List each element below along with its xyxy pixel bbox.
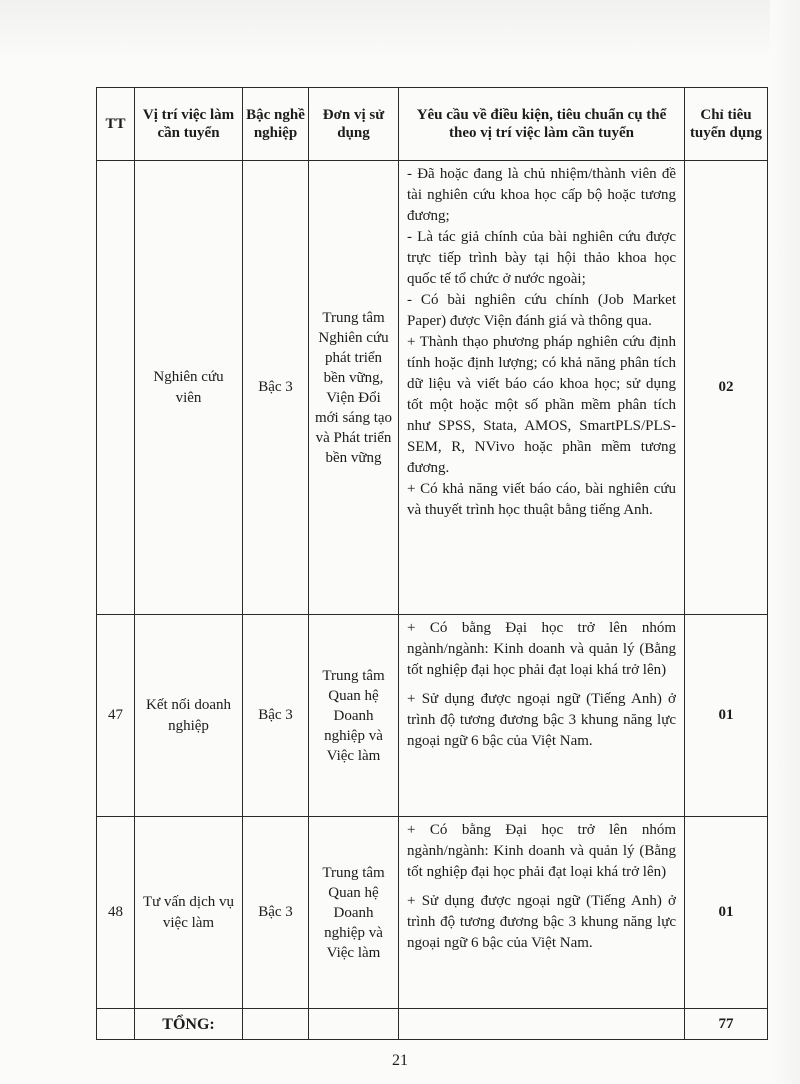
row-tt: 47	[97, 615, 135, 817]
row-quota: 02	[685, 161, 768, 615]
scan-edge	[770, 0, 800, 1084]
header-requirements: Yêu cầu về điều kiện, tiêu chuẩn cụ thể theo vị trí việc làm cần tuyển	[399, 88, 685, 161]
total-value: 77	[685, 1009, 768, 1040]
requirement-item: + Có bằng Đại học trở lên nhóm ngành/ngành: Kinh doanh và quản lý (Bằng tốt nghiệp đại học phải đạt loại khá trở lên)	[407, 620, 676, 678]
row-level: Bậc 3	[243, 817, 309, 1009]
requirement-item: + Thành thạo phương pháp nghiên cứu định tính hoặc định lượng; có khả năng phân tích dữ liệu và viết báo cáo khoa học; sử dụng tốt một hoặc một số phần mềm phân tích như SPSS, Stata, AMOS, SmartPLS/PLS-SEM, R, NVivo hoặc phần mềm tương đương.	[407, 334, 676, 476]
table-row	[97, 817, 768, 1009]
requirement-item: + Có khả năng viết báo cáo, bài nghiên cứu và thuyết trình học thuật bằng tiếng Anh.	[407, 481, 676, 518]
recruitment-table	[96, 87, 768, 1040]
header-tt: TT	[97, 88, 135, 161]
total-tt-cell	[97, 1009, 135, 1040]
row-tt: 48	[97, 817, 135, 1009]
row-unit: Trung tâm Nghiên cứu phát triển bền vững, Viện Đổi mới sáng tạo và Phát triển bền vững	[309, 161, 399, 615]
header-position: Vị trí việc làm cần tuyển	[135, 88, 243, 161]
total-empty-cell	[399, 1009, 685, 1040]
total-label: TỔNG:	[135, 1009, 243, 1040]
row-level: Bậc 3	[243, 161, 309, 615]
header-unit: Đơn vị sử dụng	[309, 88, 399, 161]
requirement-item: - Đã hoặc đang là chủ nhiệm/thành viên đề tài nghiên cứu khoa học cấp bộ hoặc tương đương;	[407, 166, 676, 224]
row-quota: 01	[685, 615, 768, 817]
table-header-row	[97, 88, 768, 161]
header-quota: Chỉ tiêu tuyển dụng	[685, 88, 768, 161]
row-unit: Trung tâm Quan hệ Doanh nghiệp và Việc làm	[309, 615, 399, 817]
row-position: Kết nối doanh nghiệp	[135, 615, 243, 817]
row-position: Tư vấn dịch vụ việc làm	[135, 817, 243, 1009]
scan-shadow	[0, 0, 800, 60]
table-row	[97, 615, 768, 817]
page-number: 21	[392, 1052, 408, 1069]
row-quota: 01	[685, 817, 768, 1009]
row-position: Nghiên cứu viên	[135, 161, 243, 615]
row-requirements	[399, 161, 685, 615]
requirement-item: - Có bài nghiên cứu chính (Job Market Paper) được Viện đánh giá và thông qua.	[407, 292, 676, 329]
total-empty-cell	[243, 1009, 309, 1040]
requirement-item: - Là tác giả chính của bài nghiên cứu được trực tiếp trình bày tại hội thảo khoa học quốc tế tổ chức ở nước ngoài;	[407, 229, 676, 287]
requirement-item: + Sử dụng được ngoại ngữ (Tiếng Anh) ở trình độ tương đương bậc 3 khung năng lực ngoại ngữ 6 bậc của Việt Nam.	[407, 893, 676, 951]
total-row	[97, 1009, 768, 1040]
row-tt	[97, 161, 135, 615]
header-level: Bậc nghề nghiệp	[243, 88, 309, 161]
row-requirements	[399, 615, 685, 817]
requirement-item: + Có bằng Đại học trở lên nhóm ngành/ngành: Kinh doanh và quản lý (Bằng tốt nghiệp đại học phải đạt loại khá trở lên)	[407, 822, 676, 880]
table-row	[97, 161, 768, 615]
row-requirements	[399, 817, 685, 1009]
row-unit: Trung tâm Quan hệ Doanh nghiệp và Việc làm	[309, 817, 399, 1009]
total-empty-cell	[309, 1009, 399, 1040]
requirement-item: + Sử dụng được ngoại ngữ (Tiếng Anh) ở trình độ tương đương bậc 3 khung năng lực ngoại ngữ 6 bậc của Việt Nam.	[407, 691, 676, 749]
row-level: Bậc 3	[243, 615, 309, 817]
